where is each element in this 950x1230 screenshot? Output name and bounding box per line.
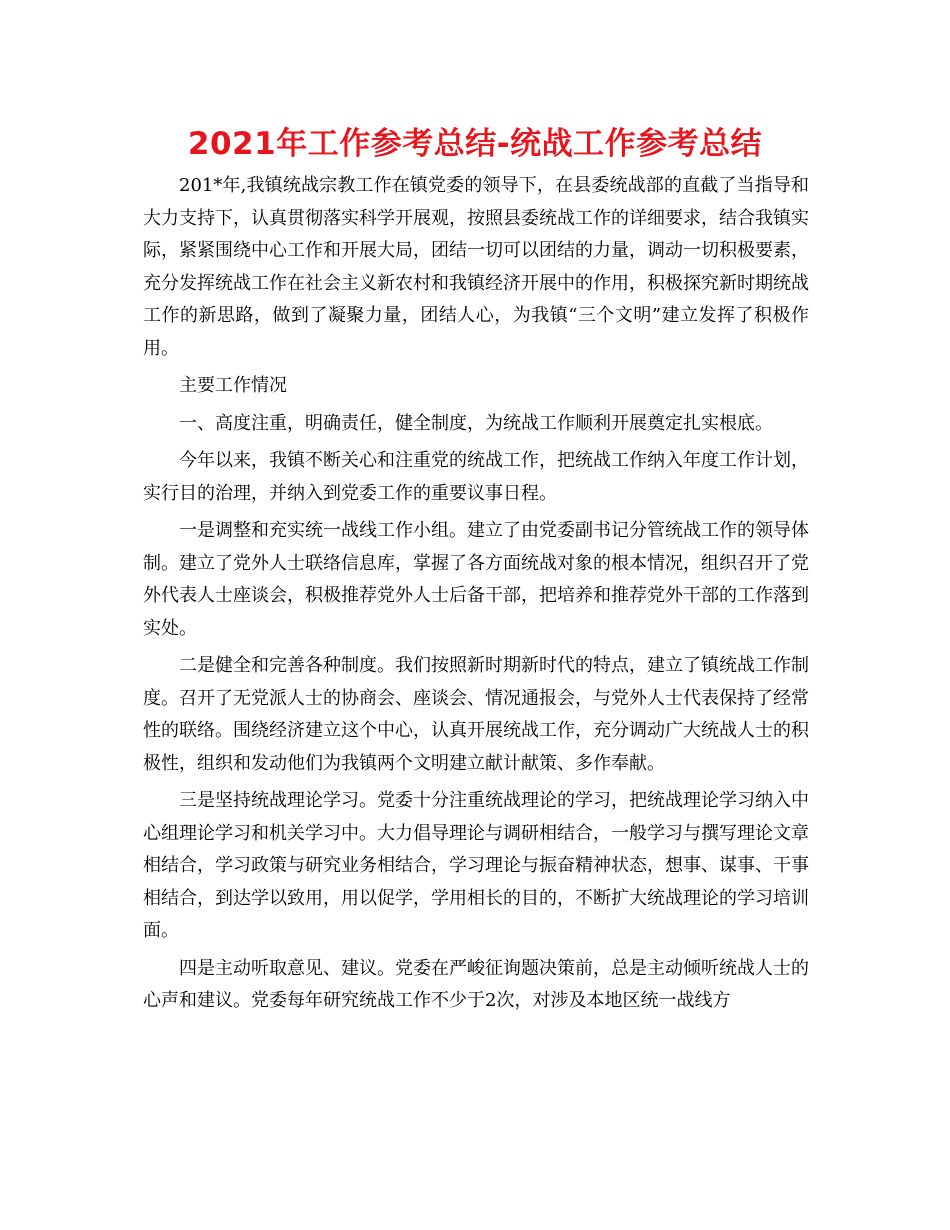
paragraph: 一是调整和充实统一战线工作小组。建立了由党委副书记分管统战工作的领导体制。建立了党外人士联络信息库，掌握了各方面统战对象的根本情况，组织召开了党外代表人士座谈会，积极推荐党外人士后备干部，把培养和推荐党外干部的工作落到实处。 — [143, 520, 809, 639]
paragraph-point-one: 一、高度注重，明确责任，健全制度，为统战工作顺利开展奠定扎实根底。 — [179, 412, 773, 434]
paragraph-intro: 201*年,我镇统战宗教工作在镇党委的领导下，在县委统战部的直截了当指导和大力支持下，认真贯彻落实科学开展观，按照县委统战工作的详细要求，结合我镇实际，紧紧围绕中心工作和开展大局，团结一切可以团结的力量，调动一切积极要素，充分发挥统战工作在社会主义新农村和我镇经济开展中的作用，积极探究新时期统战工作的新思路，做到了凝聚力量，团结人心，为我镇“三个文明”建立发挥了积极作用。 — [143, 175, 809, 359]
paragraph: 三是坚持统战理论学习。党委十分注重统战理论的学习，把统战理论学习纳入中心组理论学习和机关学习中。大力倡导理论与调研相结合，一般学习与撰写理论文章相结合，学习政策与研究业务相结合，学习理论与振奋精神状态，想事、谋事、干事相结合，到达学以致用，用以促学，学用相长的目的，不断扩大统战理论的学习培训面。 — [143, 790, 809, 941]
document-body — [143, 170, 809, 1023]
section-heading: 主要工作情况 — [179, 375, 287, 396]
paragraph: 今年以来，我镇不断关心和注重党的统战工作，把统战工作纳入年度工作计划，实行目的治理，并纳入到党委工作的重要议事日程。 — [143, 450, 809, 504]
paragraph: 二是健全和完善各种制度。我们按照新时期新时代的特点，建立了镇统战工作制度。召开了无党派人士的协商会、座谈会、情况通报会，与党外人士代表保持了经常性的联络。围绕经济建立这个中心，认真开展统战工作，充分调动广大统战人士的积极性，组织和发动他们为我镇两个文明建立献计献策、多作奉献。 — [143, 655, 809, 774]
paragraph: 四是主动听取意见、建议。党委在严峻征询题决策前，总是主动倾听统战人士的心声和建议。党委每年研究统战工作不少于2次，对涉及本地区统一战线方 — [143, 957, 809, 1011]
document-title: 2021年工作参考总结-统战工作参考总结 — [187, 126, 763, 162]
